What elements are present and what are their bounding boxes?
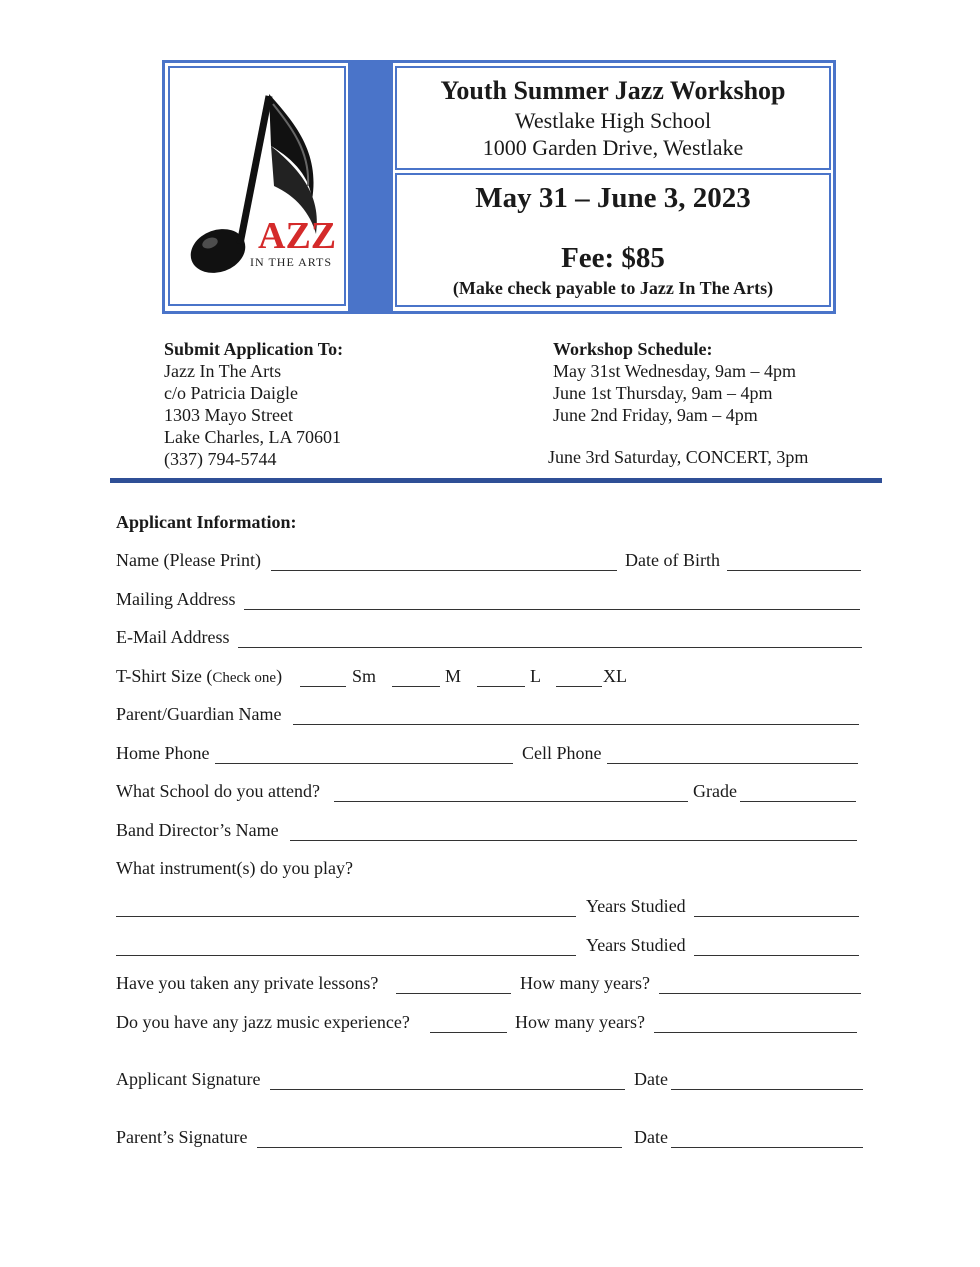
school-field[interactable] bbox=[334, 801, 688, 802]
name-field[interactable] bbox=[271, 570, 617, 571]
parent-signature-label: Parent’s Signature bbox=[116, 1127, 248, 1147]
email-label: E-Mail Address bbox=[116, 627, 230, 647]
years-studied-2-label: Years Studied bbox=[586, 935, 686, 955]
instrument-2-field[interactable] bbox=[116, 955, 576, 956]
instruments-label: What instrument(s) do you play? bbox=[116, 858, 353, 878]
jazz-experience-field[interactable] bbox=[430, 1032, 507, 1033]
applicant-date-label: Date bbox=[634, 1069, 668, 1089]
fee: Fee: $85 bbox=[561, 242, 665, 274]
parent-signature-field[interactable] bbox=[257, 1147, 622, 1148]
tshirt-sm-label: Sm bbox=[352, 666, 377, 686]
schedule-heading: Workshop Schedule: bbox=[553, 339, 713, 359]
years-studied-1-label: Years Studied bbox=[586, 896, 686, 916]
schedule-concert: June 3rd Saturday, CONCERT, 3pm bbox=[548, 447, 809, 467]
parent-date-field[interactable] bbox=[671, 1147, 863, 1148]
home-phone-label: Home Phone bbox=[116, 743, 210, 763]
private-lessons-label: Have you taken any private lessons? bbox=[116, 973, 379, 993]
workshop-title: Youth Summer Jazz Workshop bbox=[440, 76, 786, 105]
years-studied-2-field[interactable] bbox=[694, 955, 859, 956]
guardian-field[interactable] bbox=[293, 724, 859, 725]
grade-label: Grade bbox=[693, 781, 737, 801]
band-director-label: Band Director’s Name bbox=[116, 820, 279, 840]
mailing-address-label: Mailing Address bbox=[116, 589, 236, 609]
section-divider bbox=[110, 478, 882, 483]
submit-phone: (337) 794-5744 bbox=[164, 449, 277, 469]
tshirt-sm-check[interactable] bbox=[300, 686, 346, 687]
accent-bar bbox=[348, 63, 393, 311]
logo-panel bbox=[168, 66, 346, 306]
home-phone-field[interactable] bbox=[215, 763, 513, 764]
jazz-years-label: How many years? bbox=[515, 1012, 645, 1032]
tshirt-m-label: M bbox=[445, 666, 462, 686]
private-years-label: How many years? bbox=[520, 973, 650, 993]
music-note-logo bbox=[170, 68, 344, 304]
submit-line: 1303 Mayo Street bbox=[164, 405, 293, 425]
submit-line: Jazz In The Arts bbox=[164, 361, 282, 381]
schedule-block bbox=[553, 338, 796, 426]
dob-field[interactable] bbox=[727, 570, 861, 571]
schedule-line: June 2nd Friday, 9am – 4pm bbox=[553, 405, 758, 425]
tshirt-l-check[interactable] bbox=[477, 686, 525, 687]
name-label: Name (Please Print) bbox=[116, 550, 261, 570]
private-years-field[interactable] bbox=[659, 993, 861, 994]
grade-field[interactable] bbox=[740, 801, 856, 802]
submit-line: Lake Charles, LA 70601 bbox=[164, 427, 341, 447]
dob-label: Date of Birth bbox=[625, 550, 720, 570]
workshop-dates: May 31 – June 3, 2023 bbox=[475, 182, 751, 214]
school-label: What School do you attend? bbox=[116, 781, 320, 801]
applicant-info-heading: Applicant Information: bbox=[116, 512, 297, 532]
applicant-date-field[interactable] bbox=[671, 1089, 863, 1090]
logo-letters: AZZ bbox=[258, 215, 337, 257]
schedule-line: June 1st Thursday, 9am – 4pm bbox=[553, 383, 773, 403]
check-note: (Make check payable to Jazz In The Arts) bbox=[452, 278, 774, 298]
cell-phone-field[interactable] bbox=[607, 763, 858, 764]
years-studied-1-field[interactable] bbox=[694, 916, 859, 917]
applicant-signature-label: Applicant Signature bbox=[116, 1069, 261, 1089]
tshirt-label: T-Shirt Size (Check one) bbox=[116, 666, 283, 686]
logo-subtitle: IN THE ARTS bbox=[250, 255, 333, 269]
school-address: 1000 Garden Drive, Westlake bbox=[482, 135, 744, 160]
tshirt-l-label: L bbox=[530, 666, 541, 686]
jazz-years-field[interactable] bbox=[654, 1032, 857, 1033]
email-field[interactable] bbox=[238, 647, 862, 648]
tshirt-m-check[interactable] bbox=[392, 686, 440, 687]
submit-line: c/o Patricia Daigle bbox=[164, 383, 298, 403]
tshirt-xl-check[interactable] bbox=[556, 686, 602, 687]
tshirt-xl-label: XL bbox=[603, 666, 627, 686]
instrument-1-field[interactable] bbox=[116, 916, 576, 917]
cell-phone-label: Cell Phone bbox=[522, 743, 602, 763]
applicant-signature-field[interactable] bbox=[270, 1089, 625, 1090]
submit-block bbox=[164, 338, 343, 470]
submit-heading: Submit Application To: bbox=[164, 339, 344, 359]
schedule-line: May 31st Wednesday, 9am – 4pm bbox=[553, 361, 797, 381]
guardian-label: Parent/Guardian Name bbox=[116, 704, 282, 724]
jazz-experience-label: Do you have any jazz music experience? bbox=[116, 1012, 410, 1032]
school-name: Westlake High School bbox=[514, 108, 712, 133]
mailing-address-field[interactable] bbox=[244, 609, 860, 610]
parent-date-label: Date bbox=[634, 1127, 668, 1147]
band-director-field[interactable] bbox=[290, 840, 857, 841]
private-lessons-field[interactable] bbox=[396, 993, 511, 994]
